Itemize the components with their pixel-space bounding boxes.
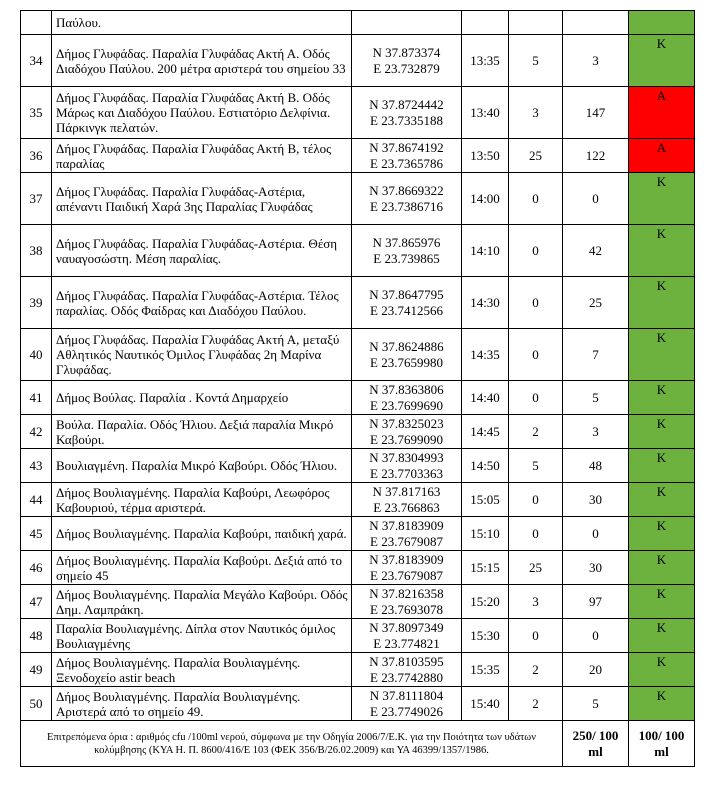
- location-cell: Δήμος Γλυφάδας. Παραλία Γλυφάδας Ακτή Α. Οδός Διαδόχου Παύλου. 200 μέτρα αριστερά του σημείου 33: [52, 35, 352, 87]
- value-cell-1: 0: [509, 329, 563, 381]
- table-row: [21, 517, 695, 551]
- time-cell: 14:35: [462, 329, 509, 381]
- value-cell-1: 0: [509, 173, 563, 225]
- value-cell-1: 0: [509, 517, 563, 551]
- location-cell: Δήμος Γλυφάδας. Παραλία Γλυφάδας Ακτή Β. Οδός Μάρως και Διαδόχου Παύλου. Εστιατόριο Δελφίνια. Πάρκινγκ πελατών.: [52, 87, 352, 139]
- longitude: E 23.7699090: [370, 431, 443, 447]
- value-cell: [509, 11, 563, 35]
- value-cell-1: 5: [509, 449, 563, 483]
- latitude: N 37.8325023: [369, 415, 444, 431]
- row-number: 37: [21, 173, 52, 225]
- latitude: N 37.8304993: [369, 449, 444, 465]
- coord-cell: [352, 87, 462, 139]
- latitude: N 37.8669322: [369, 182, 444, 198]
- value-cell-1: 0: [509, 483, 563, 517]
- longitude: E 23.7386716: [370, 198, 443, 214]
- table-row: [21, 277, 695, 329]
- table-row-continuation: [21, 11, 695, 35]
- coord-cell: [352, 173, 462, 225]
- coord-cell: [352, 35, 462, 87]
- table-row: [21, 139, 695, 173]
- value-cell-2: 20: [563, 653, 629, 687]
- value-cell-2: 0: [563, 619, 629, 653]
- value-cell-2: 25: [563, 277, 629, 329]
- status-cell: Κ: [629, 687, 695, 721]
- coord-cell: [352, 585, 462, 619]
- value-cell-1: 25: [509, 139, 563, 173]
- coord-cell: [352, 277, 462, 329]
- table-row: [21, 173, 695, 225]
- row-number: 34: [21, 35, 52, 87]
- time-cell: 13:50: [462, 139, 509, 173]
- status-cell: Κ: [629, 415, 695, 449]
- limit-value-2: 100/ 100 ml: [629, 721, 695, 767]
- time-cell: 15:15: [462, 551, 509, 585]
- coord-cell: [352, 619, 462, 653]
- value-cell-2: 42: [563, 225, 629, 277]
- status-cell: Κ: [629, 329, 695, 381]
- table-row: [21, 653, 695, 687]
- longitude: E 23.7659980: [370, 354, 443, 370]
- water-quality-table: [20, 10, 695, 767]
- status-cell: Κ: [629, 173, 695, 225]
- table-row: [21, 619, 695, 653]
- location-cell: Δήμος Γλυφάδας. Παραλία Γλυφάδας Ακτή Α, μεταξύ Αθλητικός Ναυτικός Όμιλος Γλυφάδας 2η Μαρίνα Γλυφάδας.: [52, 329, 352, 381]
- location-cell: Βουλιαγμένη. Παραλία Μικρό Καβούρι. Οδός Ήλιου.: [52, 449, 352, 483]
- value-cell-2: 122: [563, 139, 629, 173]
- coord-cell: [352, 139, 462, 173]
- row-number: 38: [21, 225, 52, 277]
- row-number: 49: [21, 653, 52, 687]
- latitude: N 37.8097349: [369, 619, 444, 635]
- status-cell: Κ: [629, 35, 695, 87]
- location-cell: Παύλου.: [52, 11, 352, 35]
- time-cell: 14:30: [462, 277, 509, 329]
- value-cell-2: 5: [563, 687, 629, 721]
- coord-cell: [352, 225, 462, 277]
- value-cell-2: 0: [563, 517, 629, 551]
- longitude: E 23.739865: [373, 250, 440, 266]
- value-cell-2: 97: [563, 585, 629, 619]
- time-cell: 15:05: [462, 483, 509, 517]
- value-cell-2: 30: [563, 551, 629, 585]
- row-number: 44: [21, 483, 52, 517]
- value-cell-2: 5: [563, 381, 629, 415]
- row-number: 41: [21, 381, 52, 415]
- table-row: [21, 551, 695, 585]
- row-number: 50: [21, 687, 52, 721]
- status-cell: Κ: [629, 585, 695, 619]
- limit-value-1: 250/ 100 ml: [563, 721, 629, 767]
- location-cell: Δήμος Γλυφάδας. Παραλία Γλυφάδας-Αστέρια. Τέλος παραλίας. Οδός Φαίδρας και Διαδόχου Παύλου.: [52, 277, 352, 329]
- time-cell: 14:10: [462, 225, 509, 277]
- longitude: E 23.7365786: [370, 155, 443, 171]
- value-cell-1: 0: [509, 225, 563, 277]
- row-number: 35: [21, 87, 52, 139]
- time-cell: 14:00: [462, 173, 509, 225]
- value-cell-2: 147: [563, 87, 629, 139]
- row-number: 47: [21, 585, 52, 619]
- time-cell: 14:50: [462, 449, 509, 483]
- location-cell: Δήμος Γλυφάδας. Παραλία Γλυφάδας Ακτή Β, τέλος παραλίας: [52, 139, 352, 173]
- time-cell: 15:40: [462, 687, 509, 721]
- longitude: E 23.7679087: [370, 567, 443, 583]
- coord-cell: [352, 551, 462, 585]
- location-cell: Δήμος Βουλιαγμένης. Παραλία Μεγάλο Καβούρι. Οδός Δημ. Λαμπράκη.: [52, 585, 352, 619]
- location-cell: Δήμος Βουλιαγμένης. Παραλία Βουλιαγμένης. Αριστερά από το σημείο 49.: [52, 687, 352, 721]
- longitude: E 23.7699690: [370, 397, 443, 413]
- latitude: N 37.8624886: [369, 338, 444, 354]
- row-number: 45: [21, 517, 52, 551]
- value-cell-2: 48: [563, 449, 629, 483]
- value-cell-1: 0: [509, 277, 563, 329]
- coord-cell: [352, 415, 462, 449]
- limits-note: Επιτρεπόμενα όρια : αριθμός cfu /100ml νερού, σύμφωνα με την Οδηγία 2006/7/Ε.Κ. για την Ποιότητα των υδάτων κολύμβησης (ΚΥΑ Η. Π. 8600/416/Ε 103 (ΦΕΚ 356/Β/26.02.2009) και ΥΑ 46399/1357/1986.: [21, 721, 563, 767]
- longitude: E 23.766863: [373, 499, 440, 515]
- coord-cell: [352, 381, 462, 415]
- table-row: [21, 225, 695, 277]
- table-footer-row: [21, 721, 695, 767]
- status-cell: Κ: [629, 619, 695, 653]
- table-row: [21, 381, 695, 415]
- status-cell: Κ: [629, 483, 695, 517]
- longitude: E 23.7749026: [370, 703, 443, 719]
- latitude: N 37.8724442: [369, 96, 444, 112]
- time-cell: 15:35: [462, 653, 509, 687]
- time-cell: 15:30: [462, 619, 509, 653]
- status-cell: Κ: [629, 551, 695, 585]
- value-cell-1: 25: [509, 551, 563, 585]
- table-row: [21, 87, 695, 139]
- longitude: E 23.7693078: [370, 601, 443, 617]
- value-cell: [563, 11, 629, 35]
- table-row: [21, 585, 695, 619]
- row-number: 43: [21, 449, 52, 483]
- value-cell-1: 2: [509, 687, 563, 721]
- coord-cell: [352, 653, 462, 687]
- latitude: N 37.8111804: [369, 687, 444, 703]
- latitude: N 37.8183909: [369, 517, 444, 533]
- value-cell-1: 5: [509, 35, 563, 87]
- value-cell-2: 7: [563, 329, 629, 381]
- status-cell: Κ: [629, 277, 695, 329]
- value-cell-2: 30: [563, 483, 629, 517]
- value-cell-2: 3: [563, 35, 629, 87]
- row-number: 42: [21, 415, 52, 449]
- document-page: [20, 10, 694, 767]
- location-cell: Δήμος Βούλας. Παραλία . Κοντά Δημαρχείο: [52, 381, 352, 415]
- value-cell-1: 3: [509, 87, 563, 139]
- longitude: E 23.7742880: [370, 669, 443, 685]
- latitude: N 37.8183909: [369, 551, 444, 567]
- longitude: E 23.7335188: [370, 112, 443, 128]
- coord-cell: [352, 483, 462, 517]
- longitude: E 23.7679087: [370, 533, 443, 549]
- table-row: [21, 415, 695, 449]
- coord-cell: [352, 517, 462, 551]
- time-cell: 14:40: [462, 381, 509, 415]
- value-cell-2: 3: [563, 415, 629, 449]
- time-cell: 13:35: [462, 35, 509, 87]
- value-cell-1: 0: [509, 619, 563, 653]
- row-number: 40: [21, 329, 52, 381]
- coord-cell: [352, 11, 462, 35]
- time-cell: 15:10: [462, 517, 509, 551]
- row-number: 36: [21, 139, 52, 173]
- longitude: E 23.7412566: [370, 302, 443, 318]
- latitude: N 37.8363806: [369, 381, 444, 397]
- time-cell: [462, 11, 509, 35]
- row-number: [21, 11, 52, 35]
- location-cell: Δήμος Βουλιαγμένης. Παραλία Καβούρι, παιδική χαρά.: [52, 517, 352, 551]
- time-cell: 14:45: [462, 415, 509, 449]
- time-cell: 15:20: [462, 585, 509, 619]
- time-cell: 13:40: [462, 87, 509, 139]
- latitude: N 37.865976: [372, 234, 441, 250]
- status-cell: Α: [629, 87, 695, 139]
- latitude: N 37.8647795: [369, 286, 444, 302]
- location-cell: Παραλία Βουλιαγμένης. Δίπλα στον Ναυτικός όμιλος Βουλιαγμένης: [52, 619, 352, 653]
- location-cell: Δήμος Γλυφάδας. Παραλία Γλυφάδας-Αστέρια. Θέση ναυαγοσώστη. Μέση παραλίας.: [52, 225, 352, 277]
- row-number: 39: [21, 277, 52, 329]
- status-cell: Κ: [629, 381, 695, 415]
- row-number: 46: [21, 551, 52, 585]
- table-row: [21, 329, 695, 381]
- table-row: [21, 483, 695, 517]
- location-cell: Δήμος Βουλιαγμένης. Παραλία Βουλιαγμένης. Ξενοδοχείο astir beach: [52, 653, 352, 687]
- status-cell: Κ: [629, 449, 695, 483]
- table-row: [21, 35, 695, 87]
- longitude: E 23.7703363: [370, 465, 443, 481]
- status-cell: Κ: [629, 653, 695, 687]
- table-row: [21, 449, 695, 483]
- coord-cell: [352, 329, 462, 381]
- location-cell: Βούλα. Παραλία. Οδός Ήλιου. Δεξιά παραλία Μικρό Καβούρι.: [52, 415, 352, 449]
- status-cell: Α: [629, 139, 695, 173]
- value-cell-1: 2: [509, 415, 563, 449]
- value-cell-1: 3: [509, 585, 563, 619]
- coord-cell: [352, 687, 462, 721]
- value-cell-2: 0: [563, 173, 629, 225]
- value-cell-1: 0: [509, 381, 563, 415]
- location-cell: Δήμος Βουλιαγμένης. Παραλία Καβούρι, Λεωφόρος Καβουριού, τέρμα αριστερά.: [52, 483, 352, 517]
- longitude: E 23.774821: [373, 635, 440, 651]
- status-cell: Κ: [629, 225, 695, 277]
- value-cell-1: 2: [509, 653, 563, 687]
- status-cell: Κ: [629, 517, 695, 551]
- location-cell: Δήμος Γλυφάδας. Παραλία Γλυφάδας-Αστέρια, απέναντι Παιδική Χαρά 3ης Παραλίας Γλυφάδας: [52, 173, 352, 225]
- coord-cell: [352, 449, 462, 483]
- status-cell: [629, 11, 695, 35]
- table-row: [21, 687, 695, 721]
- longitude: E 23.732879: [373, 60, 440, 76]
- latitude: N 37.8103595: [369, 653, 444, 669]
- latitude: N 37.8216358: [369, 585, 444, 601]
- latitude: N 37.817163: [372, 483, 441, 499]
- latitude: N 37.873374: [372, 44, 441, 60]
- row-number: 48: [21, 619, 52, 653]
- latitude: N 37.8674192: [369, 139, 444, 155]
- location-cell: Δήμος Βουλιαγμένης. Παραλία Καβούρι. Δεξιά από το σημείο 45: [52, 551, 352, 585]
